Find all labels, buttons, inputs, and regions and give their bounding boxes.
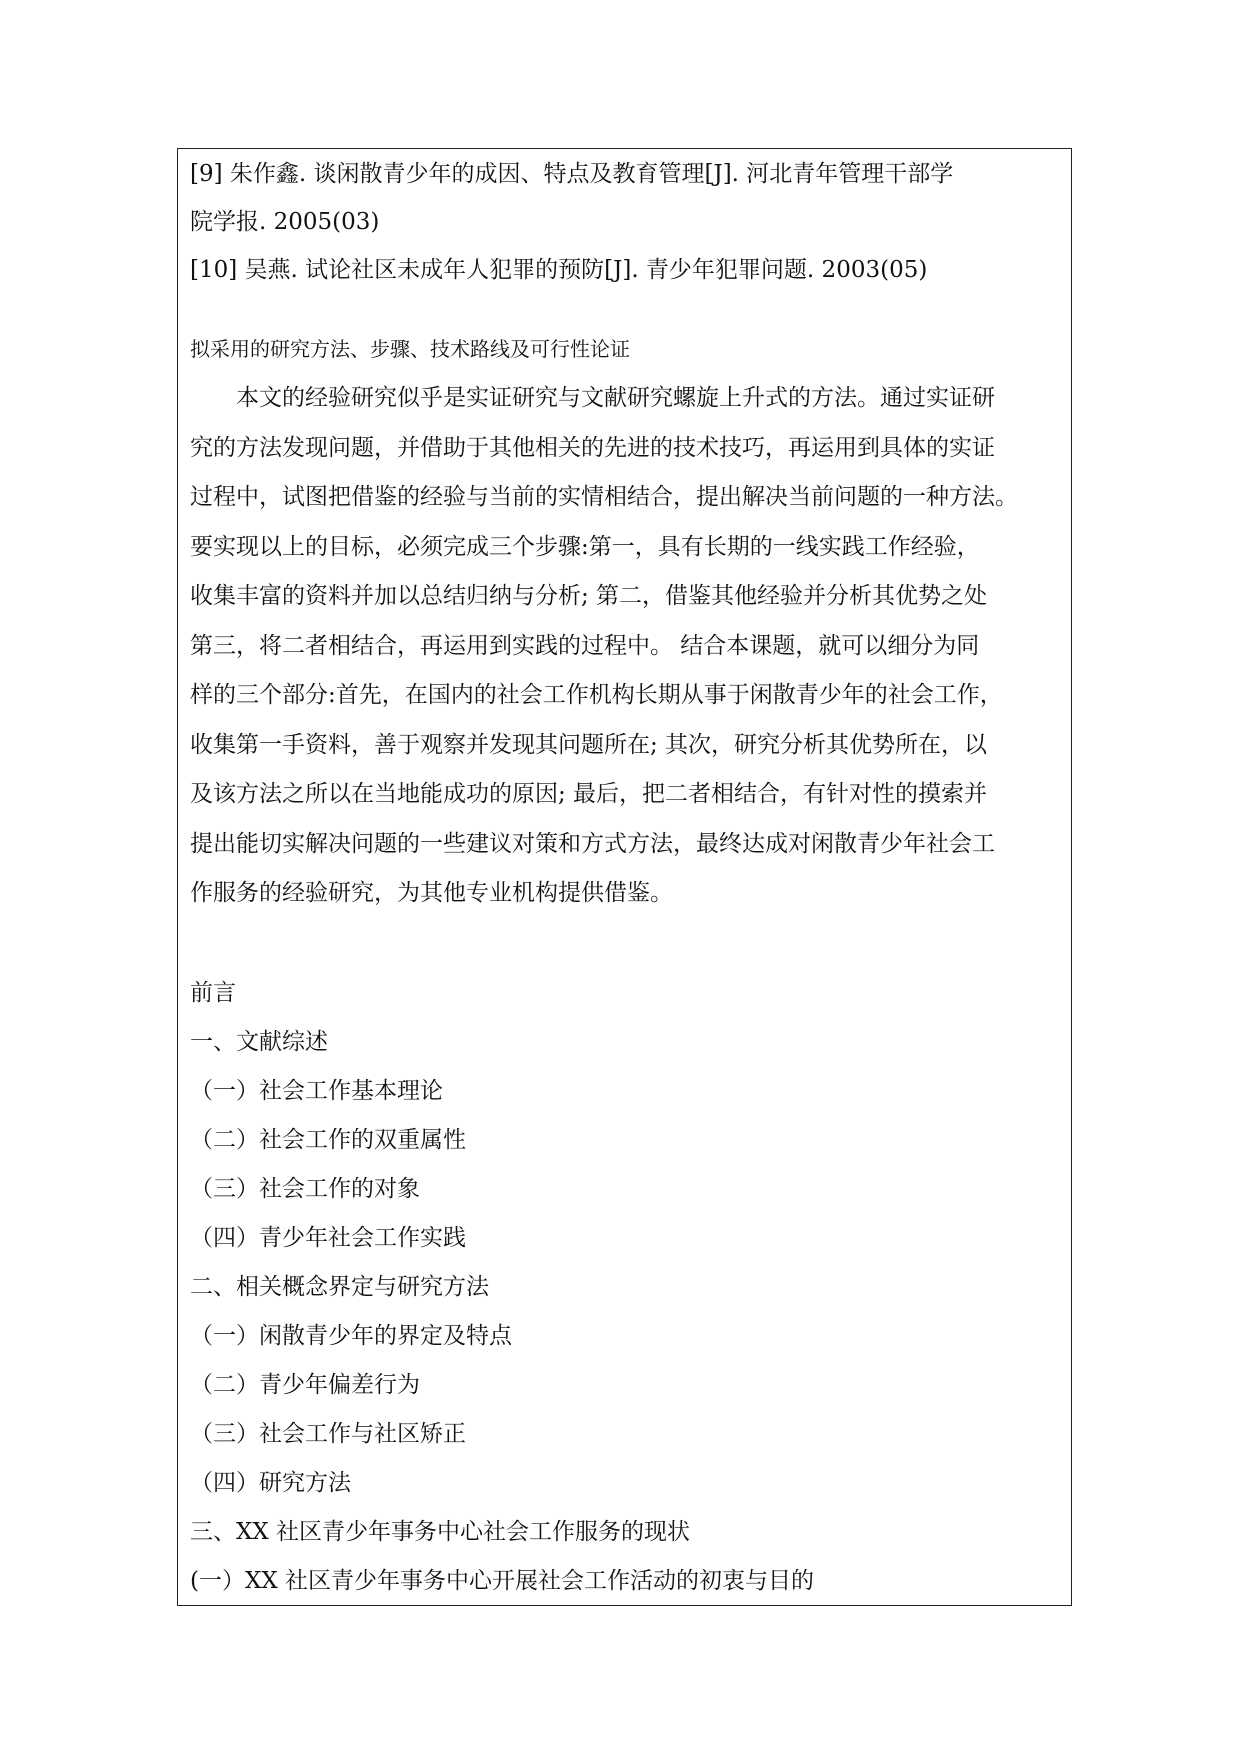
outline-item: (一）XX 社区青少年事务中心开展社会工作活动的初衷与目的 [190,1567,815,1594]
outline-item: 三、XX 社区青少年事务中心社会工作服务的现状 [190,1518,691,1545]
methods-heading: 拟采用的研究方法、步骤、技术路线及可行性论证 [190,337,630,361]
outline-item: 前言 [190,979,236,1006]
outline-item: （二）社会工作的双重属性 [190,1126,466,1153]
outline-item: （四）青少年社会工作实践 [190,1224,466,1251]
outline-item: 二、相关概念界定与研究方法 [190,1273,489,1300]
paragraph-line: 要实现以上的目标，必须完成三个步骤:第一，具有长期的一线实践工作经验， [190,533,980,560]
paragraph-line: 及该方法之所以在当地能成功的原因; 最后，把二者相结合，有针对性的摸索并 [190,781,988,807]
outline-item: （一）闲散青少年的界定及特点 [190,1322,512,1349]
outline-item: （三）社会工作的对象 [190,1175,420,1202]
outline-item: （三）社会工作与社区矫正 [190,1420,466,1447]
paragraph-line: 过程中，试图把借鉴的经验与当前的实情相结合，提出解决当前问题的一种方法。 [190,484,1018,510]
paragraph-line: 收集第一手资料，善于观察并发现其问题所在; 其次，研究分析其优势所在，以 [190,731,988,758]
reference-line: [10] 吴燕. 试论社区未成年人犯罪的预防[J]. 青少年犯罪问题. 2003(05) [190,257,928,283]
reference-list [190,150,1075,294]
paragraph-line: 收集丰富的资料并加以总结归纳与分析; 第二，借鉴其他经验并分析其优势之处 [190,583,988,609]
outline-item: （四）研究方法 [190,1469,351,1496]
thesis-outline [190,969,1075,1606]
paragraph-line: 样的三个部分:首先，在国内的社会工作机构长期从事于闲散青少年的社会工作， [190,682,1003,708]
outline-item: （二）青少年偏差行为 [190,1371,420,1398]
paragraph-line: 第三，将二者相结合，再运用到实践的过程中。 结合本课题，就可以细分为同 [190,632,980,659]
outline-item: 一、文献综述 [190,1028,328,1055]
paragraph-line: 作服务的经验研究，为其他专业机构提供借鉴。 [190,880,673,906]
document-content [190,150,1075,1606]
reference-line: 院学报. 2005(03) [190,209,380,235]
outline-item: （一）社会工作基本理论 [190,1077,443,1104]
methods-paragraph [190,374,1075,919]
paragraph-line: 提出能切实解决问题的一些建议对策和方式方法，最终达成对闲散青少年社会工 [190,830,995,857]
paragraph-line: 本文的经验研究似乎是实证研究与文献研究螺旋上升式的方法。通过实证研 [236,385,995,411]
paragraph-line: 究的方法发现问题，并借助于其他相关的先进的技术技巧，再运用到具体的实证 [190,434,995,461]
reference-line: [9] 朱作鑫. 谈闲散青少年的成因、特点及教育管理[J]. 河北青年管理干部学 [190,161,954,187]
